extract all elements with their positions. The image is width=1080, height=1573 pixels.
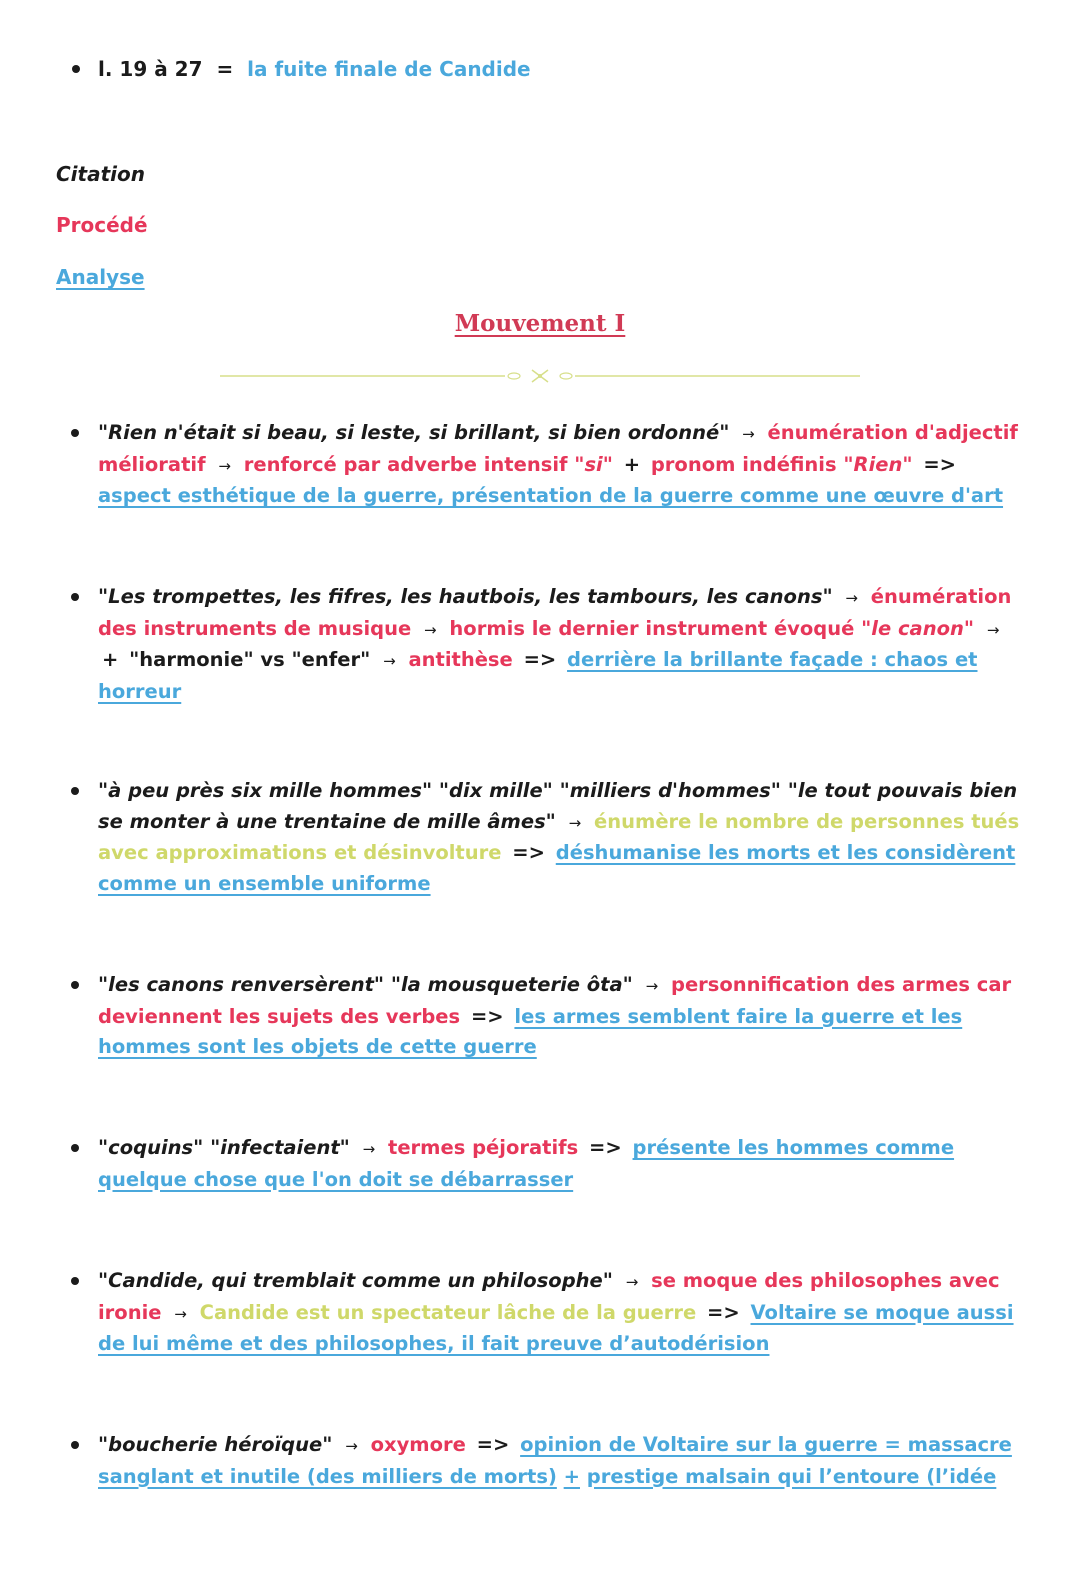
- legend-analyse: Analyse: [56, 265, 145, 289]
- legend-citation: Citation: [56, 162, 145, 186]
- ornament-divider: [220, 368, 860, 384]
- procede-quote: "le canon": [861, 616, 975, 640]
- arrow-icon: →: [645, 977, 659, 995]
- citation: "Les trompettes, les fifres, les hautbois, les tambours, les canons": [98, 585, 833, 608]
- procede: renforcé par adverbe intensif: [243, 452, 568, 476]
- equals-sign: =: [216, 57, 234, 81]
- implies-sign: =>: [523, 648, 557, 671]
- legend-procede: Procédé: [56, 213, 148, 237]
- procede: termes péjoratifs: [388, 1136, 579, 1159]
- analyse: présente les hommes comme quelque chose que l'on doit se débarrasser: [98, 1136, 955, 1191]
- arrow-icon: →: [625, 1273, 639, 1291]
- implies-sign: =>: [707, 1300, 740, 1324]
- implies-sign: =>: [476, 1433, 510, 1456]
- procede-secondary: Candide est un spectateur lâche de la guerre: [199, 1300, 697, 1324]
- arrow-icon: →: [845, 589, 858, 607]
- arrow-icon: →: [218, 456, 231, 475]
- arrow-icon: →: [742, 425, 755, 443]
- citation: "boucherie héroïque": [98, 1433, 333, 1456]
- citation: "harmonie" vs "enfer": [129, 648, 371, 671]
- arrow-icon: →: [174, 1304, 187, 1323]
- plus-sign: +: [623, 452, 641, 476]
- procede-quote: "si": [574, 452, 613, 476]
- bullet-dot: [72, 65, 80, 73]
- section-title: Mouvement I: [454, 310, 626, 337]
- plus-sign: +: [563, 1464, 580, 1488]
- top-bullet-item: [72, 54, 531, 84]
- list-item: [98, 418, 1028, 512]
- procede: énumération des instruments de musique: [98, 585, 1012, 640]
- plus-sign: +: [102, 648, 119, 671]
- list-item: [98, 776, 1028, 899]
- list-item: [98, 1430, 1028, 1492]
- analyse: opinion de Voltaire sur la guerre = massacre sanglant et inutile (des milliers de morts): [98, 1433, 1012, 1488]
- implies-sign: =>: [512, 841, 545, 864]
- citation: "Candide, qui tremblait comme un philosophe": [98, 1269, 613, 1292]
- list-item: [98, 970, 1028, 1063]
- analyse: déshumanise les morts et les considèrent comme un ensemble uniforme: [98, 841, 1016, 895]
- arrow-icon: →: [424, 620, 437, 639]
- procede: pronom indéfinis: [650, 452, 837, 476]
- analyse: Voltaire se moque aussi de lui même et des philosophes, il fait preuve d’autodérision: [98, 1300, 1014, 1355]
- implies-sign: =>: [923, 452, 957, 476]
- list-item: [98, 582, 1028, 707]
- citation: "à peu près six mille hommes" "dix mille" "milliers d'hommes" "le tout pouvais bien se monter à une trentaine de mille âmes": [98, 779, 1018, 833]
- citation: "les canons renversèrent" "la mousqueterie ôta": [98, 973, 633, 996]
- procede-secondary: énumère le nombre de personnes tués avec approximations et désinvolture: [98, 809, 1020, 864]
- arrow-icon: →: [986, 620, 1000, 639]
- list-item: [98, 1133, 1028, 1195]
- arrow-icon: →: [383, 652, 396, 670]
- citation: "Rien n'était si beau, si leste, si brillant, si bien ordonné": [98, 421, 730, 444]
- list-item: [98, 1266, 1028, 1360]
- implies-sign: =>: [589, 1136, 622, 1159]
- procede: énumération d'adjectif mélioratif: [98, 421, 1018, 476]
- procede: antithèse: [408, 648, 513, 671]
- procede: personnification des armes car deviennent les sujets des verbes: [98, 973, 1012, 1028]
- analyse: aspect esthétique de la guerre, présentation de la guerre comme une œuvre d'art: [98, 484, 1004, 507]
- arrow-icon: →: [345, 1437, 358, 1455]
- procede: hormis le dernier instrument évoqué: [449, 616, 855, 640]
- line-reference: l. 19 à 27: [98, 57, 203, 81]
- procede: oxymore: [370, 1433, 466, 1456]
- movement-label: la fuite finale de Candide: [247, 57, 531, 81]
- implies-sign: =>: [470, 1004, 504, 1028]
- analyse: prestige malsain qui l’entoure (l’idée: [586, 1464, 997, 1488]
- procede-quote: "Rien": [843, 452, 913, 476]
- arrow-icon: →: [568, 813, 582, 832]
- analyse: derrière la brillante façade : chaos et horreur: [98, 648, 978, 703]
- procede: se moque des philosophes avec ironie: [98, 1269, 1000, 1324]
- citation: "coquins" "infectaient": [98, 1136, 350, 1159]
- arrow-icon: →: [362, 1140, 376, 1158]
- analyse: les armes semblent faire la guerre et les hommes sont les objets de cette guerre: [98, 1004, 963, 1058]
